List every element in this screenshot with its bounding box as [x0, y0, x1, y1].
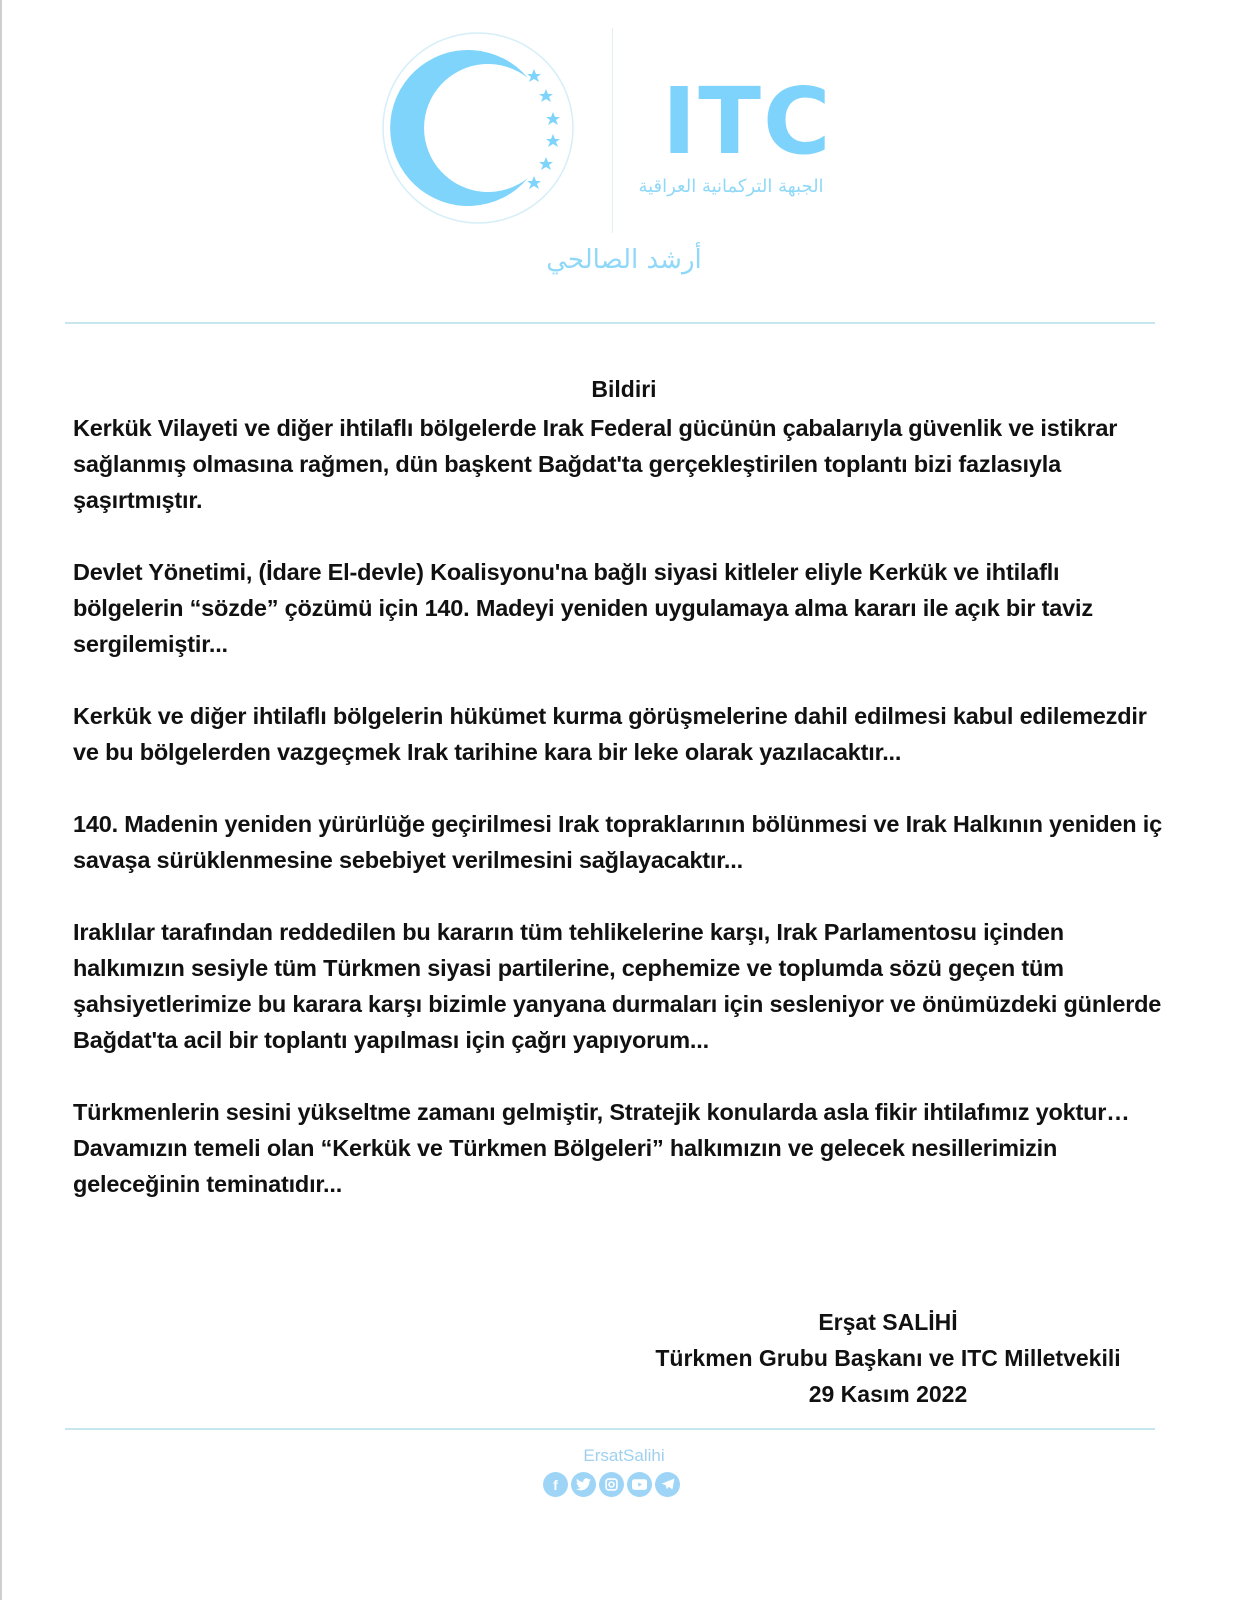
paragraph: Türkmenlerin sesini yükseltme zamanı gelmiştir, Stratejik konularda asla fikir ihtilafımız yoktur…Davamızın temeli olan “Kerkük ve Türkmen Bölgeleri” halkımızın ve gelecek nesillerimizin geleceğinin teminatıdır... [73, 1099, 1130, 1197]
document-title: Bildiri [591, 376, 657, 402]
signature-date: 29 Kasım 2022 [808, 1381, 968, 1407]
paragraph: Kerkük Vilayeti ve diğer ihtilaflı bölgelerde Irak Federal gücünün çabalarıyla güvenlik ve istikrar sağlanmış olmasına rağmen, dün başkent Bağdat'ta gerçekleştirilen toplantı bizi fazlasıyla şaşırtmıştır. [73, 415, 1118, 513]
org-name-arabic: الجبهة التركمانية العراقية [638, 176, 824, 197]
paragraph: Iraklılar tarafından reddedilen bu kararın tüm tehlikelerine karşı, Irak Parlamentosu içinden halkımızın sesiyle tüm Türkmen siyasi partilerine, cephemize ve toplumda sözü geçen tüm şahsiyetlerimize bu karara karşı bizimle yanyana durmaları için sesleniyor ve önümüzdeki günlerde Bağdat'ta acil bir toplantı yapılması için çağrı yapıyorum... [73, 919, 1162, 1053]
signatory-role: Türkmen Grubu Başkanı ve ITC Milletvekili [655, 1345, 1121, 1371]
paragraph: 140. Madenin yeniden yürürlüğe geçirilmesi Irak topraklarının bölünmesi ve Irak Halkının yeniden iç savaşa sürüklenmesine sebebiyet verilmesini sağlayacaktır... [73, 811, 1162, 873]
header-logo [380, 28, 850, 238]
person-name-arabic: أرشد الصالحي [546, 245, 702, 275]
youtube-icon [627, 1472, 652, 1497]
paragraph: Devlet Yönetimi, (İdare El-devle) Koalisyonu'na bağlı siyasi kitleler eliyle Kerkük ve ihtilaflı bölgelerin “sözde” çözümü için 140. Madeyi yeniden uygulamaya alma kararı ile açık bir taviz sergilemiştir... [73, 559, 1093, 657]
logo-divider [612, 28, 613, 233]
social-icons [543, 1472, 680, 1497]
header-divider [65, 322, 1155, 324]
footer-divider [65, 1428, 1155, 1430]
itc-wordmark: ITC [662, 68, 833, 175]
document-body [73, 410, 1163, 1238]
paragraph: Kerkük ve diğer ihtilaflı bölgelerin hükümet kurma görüşmelerine dahil edilmesi kabul edilemezdir ve bu bölgelerden vazgeçmek Irak tarihine kara bir leke olarak yazılacaktır... [73, 703, 1147, 765]
twitter-icon [571, 1472, 596, 1497]
signature-block [600, 1304, 1176, 1412]
signatory-name: Erşat SALİHİ [818, 1309, 958, 1335]
social-handle: ErsatSalihi [583, 1446, 665, 1465]
crescent-stars-emblem-icon [380, 28, 580, 228]
telegram-icon [655, 1472, 680, 1497]
page-edge [0, 0, 2, 1600]
facebook-icon: f [543, 1472, 568, 1497]
instagram-icon [599, 1472, 624, 1497]
